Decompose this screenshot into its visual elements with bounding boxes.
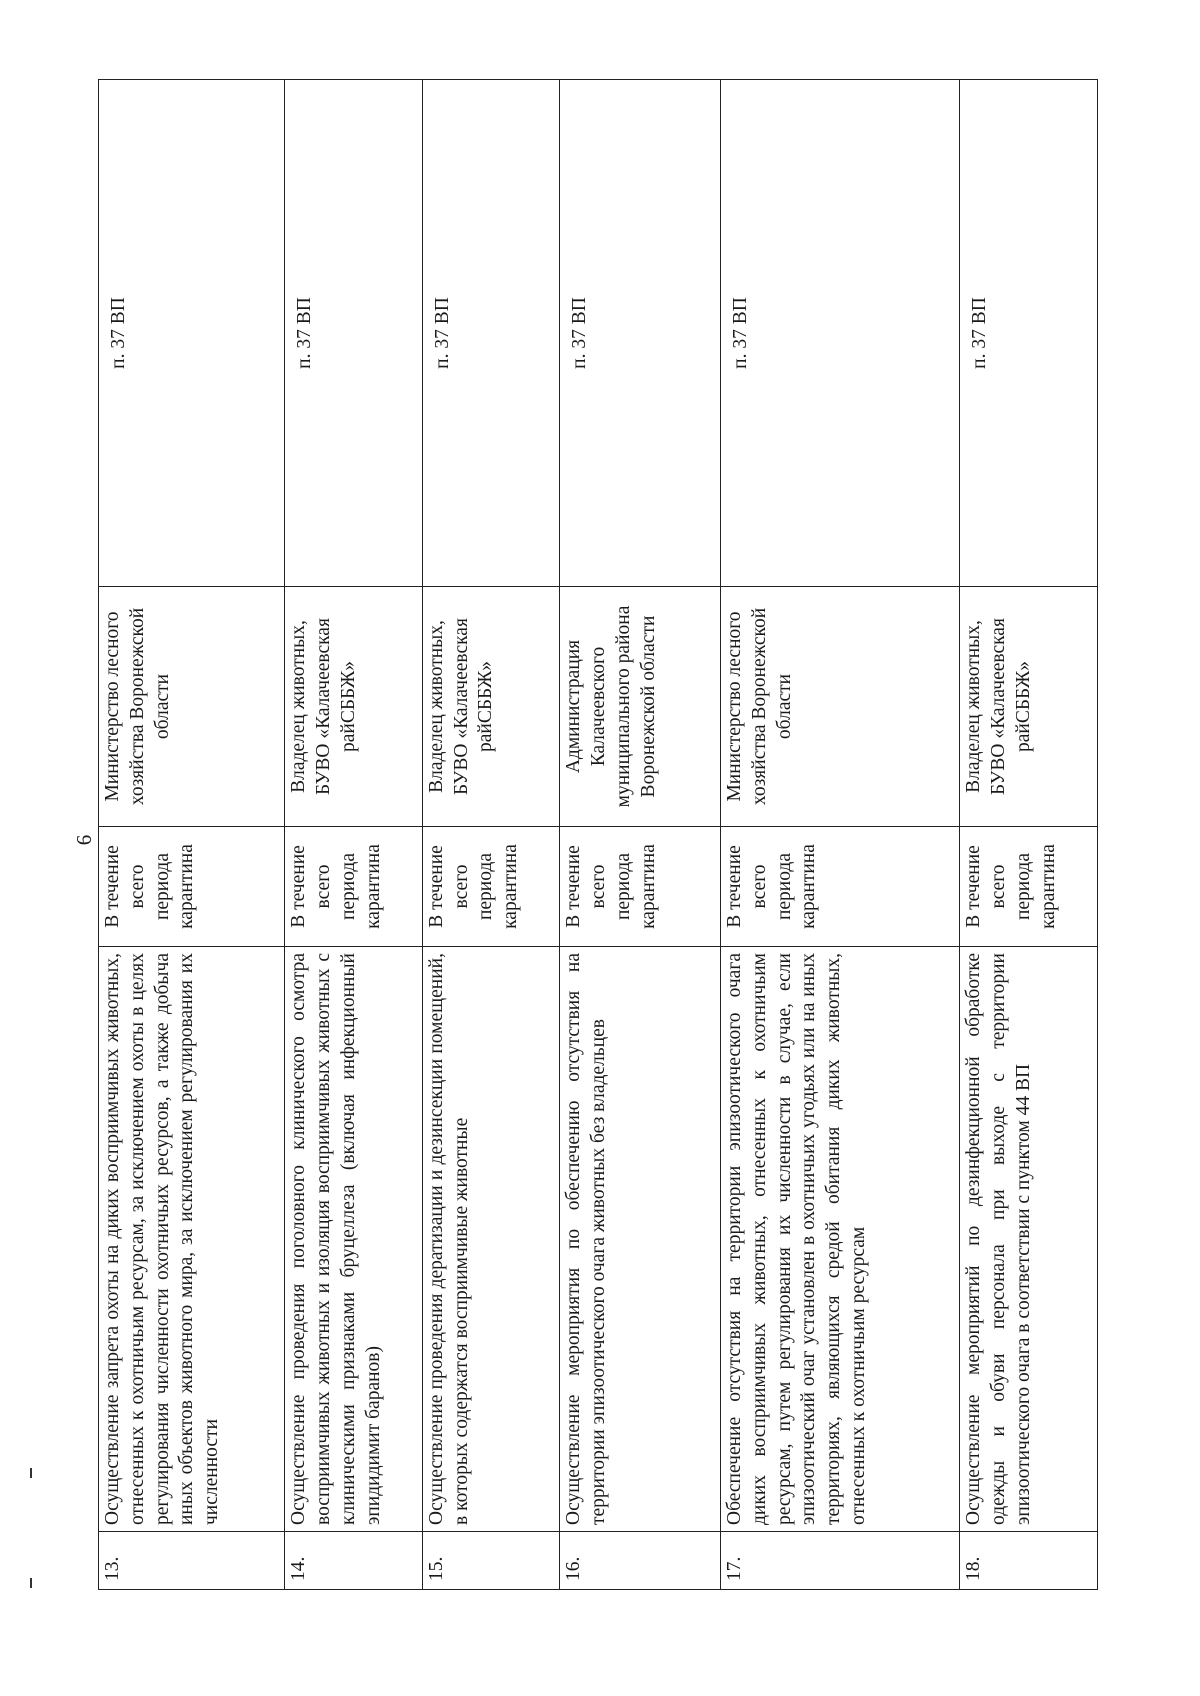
- row-number: 16.: [560, 1532, 721, 1590]
- row-number: 13.: [99, 1532, 285, 1590]
- measure-cell: Осуществление проведения дератизации и дезинсекции помещений, в которых содержатся восприимчивые животные: [422, 947, 560, 1532]
- table-row: [721, 80, 960, 1590]
- measures-table: [98, 79, 1098, 1590]
- row-number: 14.: [285, 1532, 423, 1590]
- table-row: [560, 80, 721, 1590]
- reference-cell: п. 37 ВП: [422, 80, 560, 587]
- executor-cell: Администрация Калачеевского муниципального района Воронежской области: [560, 587, 721, 827]
- scan-mark: [30, 1578, 32, 1588]
- reference-cell: п. 37 ВП: [560, 80, 721, 587]
- reference-cell: п. 37 ВП: [721, 80, 960, 587]
- page-number: 6: [72, 834, 96, 846]
- row-number: 15.: [422, 1532, 560, 1590]
- executor-cell: Владелец животных, БУВО «Калачеевская райСББЖ»: [960, 587, 1098, 827]
- scan-mark: [30, 1468, 32, 1478]
- measure-cell: Осуществление запрета охоты на диких восприимчивых животных, отнесенных к охотничьим ресурсам, за исключением охоты в целях регулирования численности охотничьих ресурсов, а также добыча иных объектов животного мира, за исключением регулирования их численности: [99, 947, 285, 1532]
- measure-cell: Осуществление проведения поголовного клинического осмотра восприимчивых животных и изоляция восприимчивых животных с клиническими признаками бруцеллеза (включая инфекционный эпидидимит баранов): [285, 947, 423, 1532]
- reference-cell: п. 37 ВП: [285, 80, 423, 587]
- period-cell: В течение всего периода карантина: [99, 827, 285, 947]
- table-row: [285, 80, 423, 1590]
- table-row: [99, 80, 285, 1590]
- reference-cell: п. 37 ВП: [960, 80, 1098, 587]
- period-cell: В течение всего периода карантина: [721, 827, 960, 947]
- measure-cell: Осуществление мероприятия по обеспечению отсутствия на территории эпизоотического очага животных без владельцев: [560, 947, 721, 1532]
- measure-cell: Обеспечение отсутствия на территории эпизоотического очага диких восприимчивых животных, отнесенных к охотничьим ресурсам, путем регулирования их численности в случае, если эпизоотический очаг установлен в охотничьих угодьях или на иных территориях, являющихся средой обитания диких животных, отнесенных к охотничьим ресурсам: [721, 947, 960, 1532]
- period-cell: В течение всего периода карантина: [422, 827, 560, 947]
- table-row: [960, 80, 1098, 1590]
- executor-cell: Министерство лесного хозяйства Воронежской области: [99, 587, 285, 827]
- table-row: [422, 80, 560, 1590]
- period-cell: В течение всего периода карантина: [560, 827, 721, 947]
- executor-cell: Министерство лесного хозяйства Воронежской области: [721, 587, 960, 827]
- row-number: 17.: [721, 1532, 960, 1590]
- period-cell: В течение всего периода карантина: [960, 827, 1098, 947]
- reference-cell: п. 37 ВП: [99, 80, 285, 587]
- row-number: 18.: [960, 1532, 1098, 1590]
- measure-cell: Осуществление мероприятий по дезинфекционной обработке одежды и обуви персонала при выходе с территории эпизоотического очага в соответствии с пунктом 44 ВП: [960, 947, 1098, 1532]
- executor-cell: Владелец животных, БУВО «Калачеевская райСББЖ»: [285, 587, 423, 827]
- executor-cell: Владелец животных, БУВО «Калачеевская райСББЖ»: [422, 587, 560, 827]
- rotated-page: [72, 80, 1098, 1590]
- period-cell: В течение всего периода карантина: [285, 827, 423, 947]
